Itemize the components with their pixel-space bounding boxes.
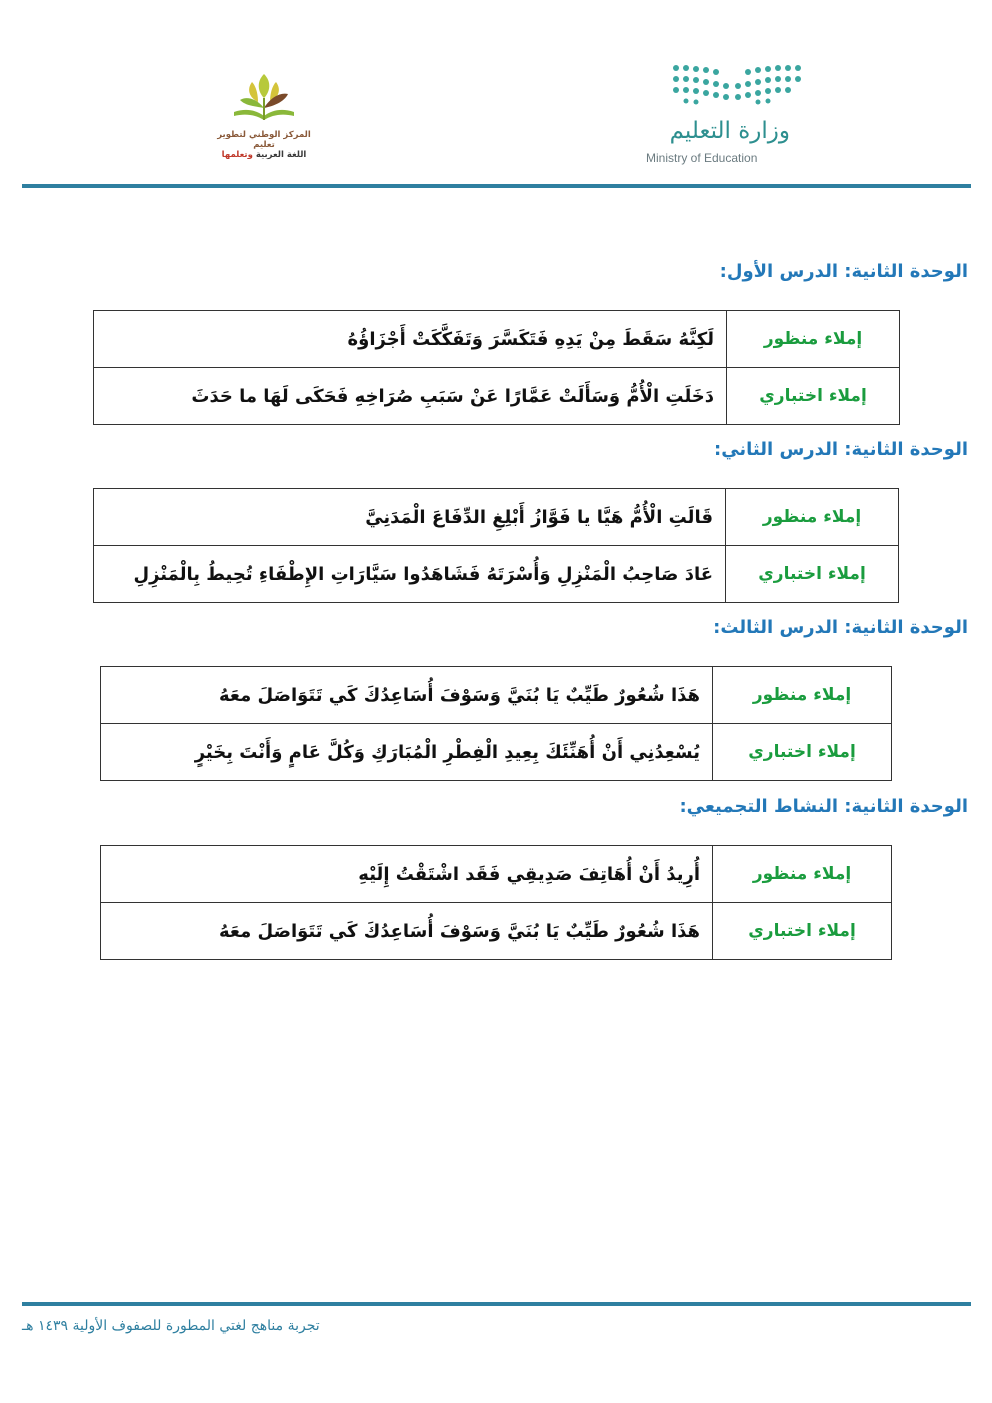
table-row xyxy=(101,667,892,724)
table-row xyxy=(94,368,900,425)
row-sentence: عَادَ صَاحِبُ الْمَنْزِلِ وَأُسْرَتَهُ فَشَاهَدُوا سَيَّارَاتِ الإِطْفَاءِ تُحِيطُ بِالْمَنْزِلِ xyxy=(94,546,726,603)
section-title: الوحدة الثانية: الدرس الثالث: xyxy=(713,617,968,638)
row-sentence: لَكِنَّهُ سَقَطَ مِنْ يَدِهِ فَتَكَسَّرَ وَتَفَكَّكَتْ أَجْزَاؤُهُ xyxy=(94,311,727,368)
row-label: إملاء اختباري xyxy=(713,903,892,960)
center-name-line1: المركز الوطني لتطوير تعليم xyxy=(217,130,311,150)
row-sentence: قَالَتِ الْأُمُّ هَيَّا يا فَوَّازُ أَبْلِغِ الدِّفَاعَ الْمَدَنِيَّ xyxy=(94,489,726,546)
section-title: الوحدة الثانية: الدرس الأول: xyxy=(719,261,968,282)
footer-text: تجربة مناهج لغتي المطورة للصفوف الأولية ١٤٣٩ هـ xyxy=(22,1318,320,1334)
table-row xyxy=(101,846,892,903)
dictation-table xyxy=(100,845,892,960)
row-label: إملاء منظور xyxy=(727,311,900,368)
row-sentence: دَخَلَتِ الْأُمُّ وَسَأَلَتْ عَمَّارًا عَنْ سَبَبِ صُرَاخِهِ فَحَكَى لَهَا ما حَدَثَ xyxy=(94,368,727,425)
row-label: إملاء اختباري xyxy=(727,368,900,425)
ministry-logo xyxy=(640,62,810,172)
table-row xyxy=(101,724,892,781)
header-divider xyxy=(22,184,971,188)
table-row xyxy=(94,311,900,368)
table-row xyxy=(94,546,899,603)
row-label: إملاء منظور xyxy=(713,846,892,903)
footer-divider xyxy=(22,1302,971,1306)
dictation-table xyxy=(100,666,892,781)
row-label: إملاء منظور xyxy=(713,667,892,724)
row-label: إملاء اختباري xyxy=(713,724,892,781)
row-sentence: يُسْعِدُنِي أَنْ أُهَنِّئَكَ بِعِيدِ الْفِطْرِ الْمُبَارَكِ وَكُلَّ عَامٍ وَأَنْتَ بِخَيْرٍ xyxy=(101,724,713,781)
ministry-name-arabic: وزارة التعليم xyxy=(669,118,790,144)
ministry-dots-icon xyxy=(640,62,810,118)
row-label: إملاء منظور xyxy=(726,489,899,546)
table-row xyxy=(94,489,899,546)
center-name-line2 xyxy=(214,150,314,160)
center-name-learning: وتعلمها xyxy=(221,150,253,160)
row-label: إملاء اختباري xyxy=(726,546,899,603)
dictation-table xyxy=(93,310,900,425)
section-title: الوحدة الثانية: الدرس الثاني: xyxy=(714,439,968,460)
row-sentence: أُرِيدُ أَنْ أُهَاتِفَ صَدِيقِي فَقَد اشْتَقْتُ إِلَيْهِ xyxy=(101,846,713,903)
national-center-logo xyxy=(214,70,324,160)
row-sentence: هَذَا شُعُورٌ طَيِّبٌ يَا بُنَيَّ وَسَوْفَ أُسَاعِدُكَ كَي تَتَوَاصَلَ معَهُ xyxy=(101,667,713,724)
plant-book-icon xyxy=(214,70,314,130)
row-sentence: هَذَا شُعُورٌ طَيِّبٌ يَا بُنَيَّ وَسَوْفَ أُسَاعِدُكَ كَي تَتَوَاصَلَ معَهُ xyxy=(101,903,713,960)
section-title: الوحدة الثانية: النشاط التجميعي: xyxy=(679,796,968,817)
table-row xyxy=(101,903,892,960)
dictation-table xyxy=(93,488,899,603)
ministry-name-english: Ministry of Education xyxy=(646,151,758,165)
center-name-arabic: اللغة العربية xyxy=(252,150,307,160)
